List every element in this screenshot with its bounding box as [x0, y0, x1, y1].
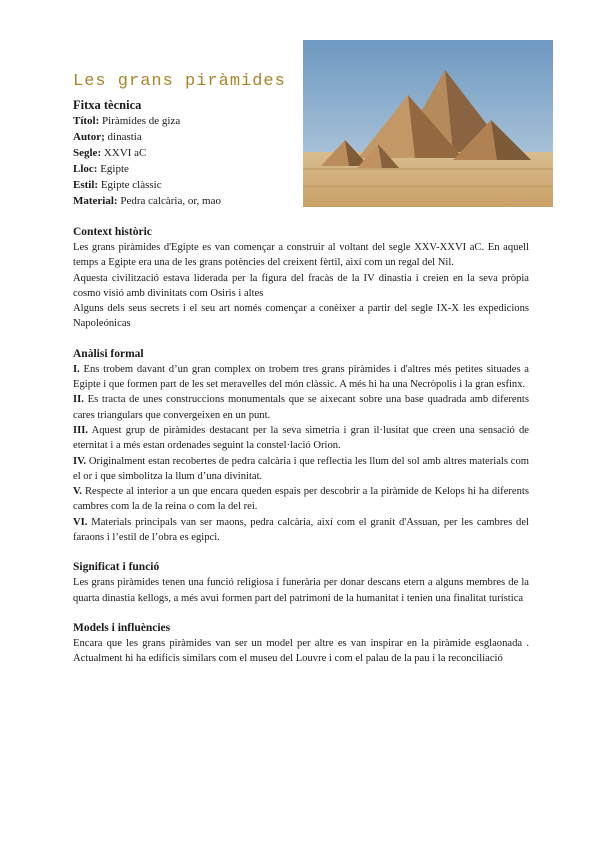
section-heading: Models i influències	[73, 621, 171, 634]
item-text: Aquest grup de piràmides destacant per la seva simetria i gran il·lusitat que creen una sensació de eternitat i a més estan ordenades seguint la constel·lació Orion.	[73, 424, 529, 452]
tech-value: Egipte	[100, 163, 129, 175]
item-text: Originalment estan recobertes de pedra calcària i que reflectia les llum del sol amb altres materials com el or i que simbolitza la llum d’una divinitat.	[73, 455, 530, 482]
tech-row-style	[73, 177, 298, 193]
item-number: IV.	[73, 455, 87, 467]
item-text: Es tracta de unes construccions monumentals que se aixecant sobre una base quadrada amb diferents cares triangulars que convergeixen en un punt.	[73, 394, 529, 421]
document-body	[73, 224, 529, 681]
analysis-item	[73, 515, 529, 546]
item-number: III.	[73, 424, 89, 436]
item-number: I.	[73, 363, 80, 375]
tech-value: Egipte clàssic	[100, 179, 162, 191]
paragraph: Encara que les grans piràmides van ser un model per altre es van inspirar en la piràmide esglaonada . Actualment hi ha edificis similars com el museu del Louvre i com el palau de la pau i la reconciliació	[73, 637, 529, 665]
tech-label: Segle:	[73, 147, 102, 159]
tech-sheet-heading: Fitxa tècnica	[73, 98, 142, 112]
item-text: Ens trobem davant d’un gran complex on trobem tres grans piràmides i d'altres més petites situades a Egipte i que formen part de les set meravelles del món clàssic. A més hi ha una Necròpolis i la gran esfinx.	[73, 363, 529, 391]
item-text: Materials principals van ser maons, pedra calcària, així com el granit d'Assuan, per les cambres del faraons i l’estil de l’obra es egipci.	[73, 516, 529, 544]
tech-value: XXVI aC	[103, 147, 147, 159]
analysis-item	[73, 454, 529, 485]
tech-row-title	[73, 113, 298, 129]
item-number: II.	[73, 394, 84, 406]
page-title: Les grans piràmides	[73, 72, 286, 91]
item-number: V.	[73, 486, 82, 498]
section-heading: Context històric	[73, 226, 152, 238]
tech-label: Lloc:	[73, 163, 98, 175]
paragraph: Aquesta civilització estava liderada per la figura del fracàs de la IV dinastia i creien en la seva pròpia cosmo visió amb divinitats com Osiris i altes	[73, 272, 529, 299]
analysis-item	[73, 362, 529, 393]
item-number: VI.	[73, 516, 88, 528]
section-formal-analysis	[73, 346, 529, 546]
paragraph: Les grans piràmides tenen una funció religiosa i funerària per donar descans etern a alguns membres de la quarta dinastia kellogs, a més avui formen part del patrimoni de la humanitat i tenien una finalitat turística	[73, 577, 529, 604]
tech-label: Material:	[73, 195, 118, 207]
tech-sheet	[73, 97, 298, 209]
tech-value: Pedra calcària, or, mao	[120, 195, 221, 207]
section-meaning	[73, 559, 529, 606]
section-context	[73, 224, 529, 332]
section-heading: Significat i funció	[73, 561, 160, 574]
paragraph: Les grans piràmides d'Egipte es van començar a construir al voltant del segle XXV-XXVI aC. En aquell temps a Egipte era una de les grans potències del creixent fèrtil, així com un regal del Nil.	[73, 242, 529, 269]
analysis-item	[73, 392, 529, 423]
analysis-item	[73, 484, 529, 515]
tech-row-century	[73, 145, 298, 161]
section-models	[73, 620, 529, 667]
section-heading: Anàlisi formal	[73, 347, 144, 360]
pyramids-photo	[303, 40, 553, 207]
tech-row-author	[73, 129, 298, 145]
tech-label: Estil:	[73, 179, 99, 191]
tech-row-place	[73, 161, 298, 177]
tech-label: Autor;	[73, 131, 105, 143]
analysis-item	[73, 423, 529, 454]
tech-value: Piràmides de giza	[102, 115, 181, 127]
tech-label: Títol:	[73, 115, 100, 127]
tech-row-material	[73, 193, 298, 209]
paragraph: Alguns dels seus secrets i el seu art només començar a conèixer a partir del segle IX-X les expedicions Napoleónicas	[73, 303, 529, 330]
pyramids-image	[303, 40, 553, 207]
item-text: Respecte al interior a un que encara queden espais per descobrir a la piràmide de Kelops hi ha diferents cambres com la de la reina o com la del rei.	[73, 486, 529, 513]
tech-value: dinastia	[107, 131, 142, 143]
